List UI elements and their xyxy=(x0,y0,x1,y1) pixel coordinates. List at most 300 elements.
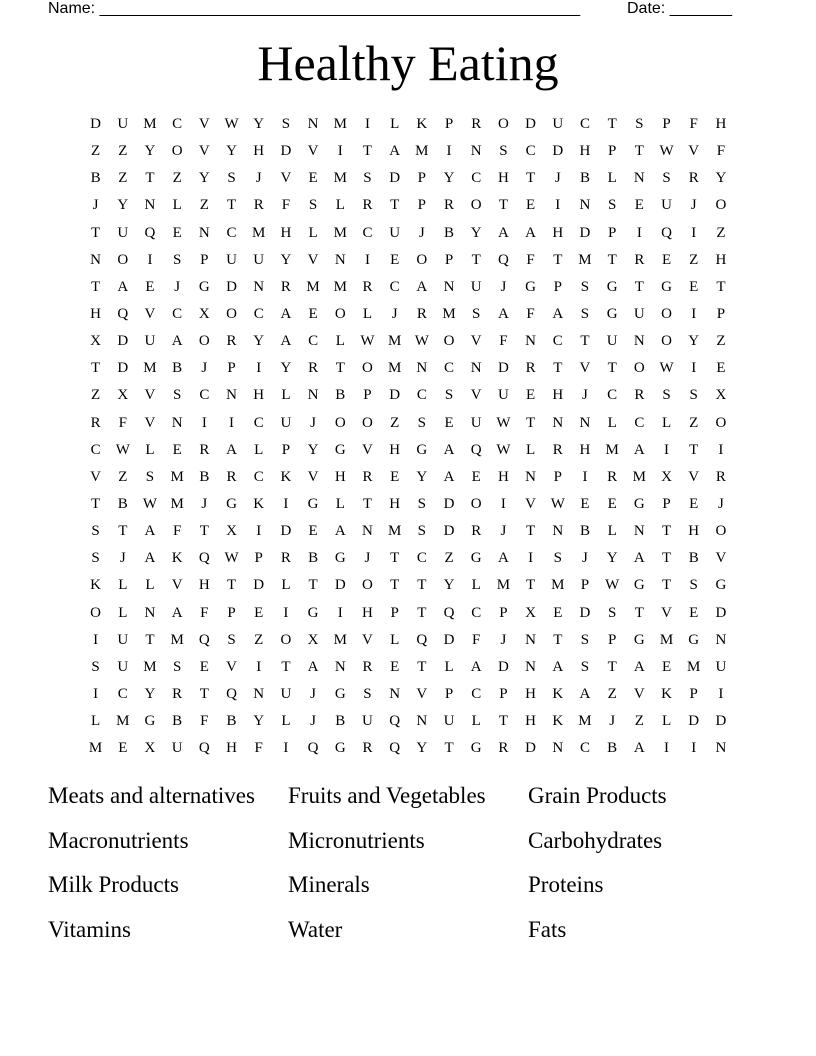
grid-letter[interactable]: U xyxy=(606,333,618,350)
grid-letter[interactable]: S xyxy=(172,658,182,675)
grid-letter[interactable]: T xyxy=(145,170,155,187)
grid-letter[interactable]: X xyxy=(715,387,727,404)
grid-letter[interactable]: E xyxy=(471,468,481,485)
grid-letter[interactable]: T xyxy=(145,631,155,648)
grid-letter[interactable]: S xyxy=(91,523,100,540)
grid-letter[interactable]: T xyxy=(226,197,237,214)
grid-letter[interactable]: T xyxy=(716,278,726,295)
grid-letter[interactable]: G xyxy=(334,441,346,458)
grid-letter[interactable]: K xyxy=(253,496,265,513)
grid-letter[interactable]: I xyxy=(528,550,534,567)
grid-letter[interactable]: J xyxy=(364,550,371,567)
grid-letter[interactable]: E xyxy=(390,251,400,268)
grid-letter[interactable]: J xyxy=(174,278,181,295)
grid-letter[interactable]: Z xyxy=(91,143,101,160)
grid-letter[interactable]: L xyxy=(335,496,345,513)
grid-letter[interactable]: T xyxy=(580,333,590,350)
grid-letter[interactable]: T xyxy=(417,577,427,594)
grid-letter[interactable]: R xyxy=(226,468,237,485)
grid-letter[interactable]: G xyxy=(334,740,346,757)
grid-letter[interactable]: L xyxy=(172,197,182,214)
grid-letter[interactable]: O xyxy=(497,116,509,133)
grid-letter[interactable]: S xyxy=(444,387,454,404)
grid-letter[interactable]: B xyxy=(335,713,346,730)
grid-letter[interactable]: M xyxy=(687,658,701,675)
grid-letter[interactable]: V xyxy=(661,604,672,621)
grid-letter[interactable]: Z xyxy=(91,387,101,404)
grid-letter[interactable]: C xyxy=(579,740,590,757)
grid-letter[interactable]: D xyxy=(389,170,401,187)
grid-letter[interactable]: V xyxy=(579,360,591,377)
grid-letter[interactable]: Y xyxy=(226,143,237,160)
grid-letter[interactable]: W xyxy=(224,116,239,133)
grid-letter[interactable]: Z xyxy=(607,686,617,703)
grid-letter[interactable]: S xyxy=(172,251,182,268)
grid-letter[interactable]: R xyxy=(362,658,373,675)
grid-letter[interactable]: S xyxy=(607,197,617,214)
grid-letter[interactable]: U xyxy=(633,306,645,323)
grid-letter[interactable]: M xyxy=(578,251,592,268)
grid-letter[interactable]: N xyxy=(715,740,727,757)
grid-letter[interactable]: B xyxy=(199,468,210,485)
grid-letter[interactable]: N xyxy=(389,686,401,703)
grid-letter[interactable]: Z xyxy=(118,468,128,485)
grid-letter[interactable]: V xyxy=(362,441,373,458)
grid-letter[interactable]: Y xyxy=(688,333,700,350)
grid-letter[interactable]: K xyxy=(416,116,428,133)
grid-letter[interactable]: A xyxy=(497,224,509,241)
grid-letter[interactable]: A xyxy=(171,604,183,621)
grid-letter[interactable]: C xyxy=(444,360,455,377)
grid-letter[interactable]: B xyxy=(335,387,346,404)
grid-letter[interactable]: C xyxy=(253,414,264,431)
grid-letter[interactable]: W xyxy=(115,441,130,458)
grid-letter[interactable]: L xyxy=(145,441,155,458)
grid-letter[interactable]: A xyxy=(334,523,346,540)
grid-letter[interactable]: M xyxy=(659,631,674,648)
grid-letter[interactable]: U xyxy=(280,414,292,431)
grid-letter[interactable]: G xyxy=(633,496,645,513)
grid-letter[interactable]: E xyxy=(553,604,563,621)
grid-letter[interactable]: T xyxy=(199,686,209,703)
grid-letter[interactable]: W xyxy=(496,441,511,458)
grid-letter[interactable]: H xyxy=(525,686,537,703)
grid-letter[interactable]: P xyxy=(607,631,617,648)
grid-letter[interactable]: J xyxy=(554,170,561,187)
grid-letter[interactable]: S xyxy=(580,278,590,295)
grid-letter[interactable]: D xyxy=(443,523,455,540)
grid-letter[interactable]: I xyxy=(691,740,697,757)
grid-letter[interactable]: Y xyxy=(280,360,292,377)
grid-letter[interactable]: R xyxy=(498,740,509,757)
grid-letter[interactable]: O xyxy=(470,496,482,513)
grid-letter[interactable]: O xyxy=(334,414,346,431)
grid-letter[interactable]: I xyxy=(364,116,370,133)
grid-letter[interactable]: L xyxy=(254,441,264,458)
grid-letter[interactable]: O xyxy=(90,604,102,621)
grid-letter[interactable]: V xyxy=(633,686,645,703)
grid-letter[interactable]: N xyxy=(334,658,346,675)
grid-letter[interactable]: U xyxy=(552,116,564,133)
grid-letter[interactable]: U xyxy=(117,631,129,648)
grid-letter[interactable]: E xyxy=(254,604,264,621)
grid-letter[interactable]: A xyxy=(579,686,591,703)
grid-letter[interactable]: F xyxy=(716,143,726,160)
grid-letter[interactable]: A xyxy=(633,550,645,567)
grid-letter[interactable]: D xyxy=(497,360,509,377)
grid-letter[interactable]: J xyxy=(201,360,208,377)
grid-letter[interactable]: G xyxy=(198,278,210,295)
grid-letter[interactable]: R xyxy=(280,278,291,295)
grid-letter[interactable]: D xyxy=(579,604,591,621)
grid-letter[interactable]: T xyxy=(444,740,454,757)
grid-letter[interactable]: E xyxy=(199,658,209,675)
grid-letter[interactable]: T xyxy=(91,496,101,513)
grid-letter[interactable]: Z xyxy=(689,414,699,431)
grid-letter[interactable]: P xyxy=(417,170,427,187)
grid-letter[interactable]: D xyxy=(226,278,237,295)
grid-letter[interactable]: L xyxy=(390,116,400,133)
grid-letter[interactable]: L xyxy=(526,441,536,458)
grid-letter[interactable]: M xyxy=(333,116,347,133)
grid-letter[interactable]: N xyxy=(552,740,564,757)
grid-letter[interactable]: L xyxy=(335,333,345,350)
grid-letter[interactable]: H xyxy=(552,224,564,241)
grid-letter[interactable]: D xyxy=(688,713,700,730)
grid-letter[interactable]: H xyxy=(715,251,727,268)
grid-letter[interactable]: V xyxy=(525,496,537,513)
grid-letter[interactable]: L xyxy=(281,387,291,404)
grid-letter[interactable]: I xyxy=(256,360,262,377)
grid-letter[interactable]: Z xyxy=(634,713,644,730)
grid-letter[interactable]: R xyxy=(362,468,373,485)
grid-letter[interactable]: I xyxy=(337,604,343,621)
grid-letter[interactable]: Y xyxy=(606,550,618,567)
grid-letter[interactable]: U xyxy=(443,713,455,730)
grid-letter[interactable]: O xyxy=(715,414,727,431)
grid-letter[interactable]: P xyxy=(390,604,399,621)
grid-letter[interactable]: Y xyxy=(253,333,265,350)
grid-letter[interactable]: A xyxy=(389,143,401,160)
grid-letter[interactable]: T xyxy=(526,170,536,187)
grid-letter[interactable]: J xyxy=(418,224,425,241)
grid-letter[interactable]: I xyxy=(500,496,506,513)
grid-letter[interactable]: N xyxy=(362,523,373,540)
grid-letter[interactable]: I xyxy=(555,197,561,214)
grid-letter[interactable]: H xyxy=(497,170,509,187)
grid-letter[interactable]: U xyxy=(117,116,129,133)
grid-letter[interactable]: U xyxy=(715,658,727,675)
grid-letter[interactable]: B xyxy=(308,550,319,567)
grid-letter[interactable]: R xyxy=(634,387,645,404)
grid-letter[interactable]: R xyxy=(471,523,482,540)
grid-letter[interactable]: A xyxy=(633,658,645,675)
grid-letter[interactable]: M xyxy=(387,523,402,540)
grid-letter[interactable]: H xyxy=(198,577,210,594)
grid-letter[interactable]: A xyxy=(525,224,537,241)
grid-letter[interactable]: M xyxy=(143,116,157,133)
grid-letter[interactable]: E xyxy=(526,387,536,404)
grid-letter[interactable]: S xyxy=(607,604,617,621)
grid-letter[interactable]: H xyxy=(253,387,265,404)
grid-letter[interactable]: E xyxy=(145,278,155,295)
grid-letter[interactable]: S xyxy=(580,306,590,323)
grid-letter[interactable]: P xyxy=(227,360,236,377)
grid-letter[interactable]: S xyxy=(172,387,182,404)
grid-letter[interactable]: N xyxy=(443,278,455,295)
grid-letter[interactable]: L xyxy=(444,658,454,675)
grid-letter[interactable]: I xyxy=(283,496,289,513)
grid-letter[interactable]: J xyxy=(690,197,697,214)
grid-letter[interactable]: C xyxy=(552,333,563,350)
grid-letter[interactable]: K xyxy=(661,686,672,703)
grid-letter[interactable]: S xyxy=(91,550,100,567)
grid-letter[interactable]: P xyxy=(662,496,671,513)
grid-letter[interactable]: S xyxy=(363,686,372,703)
grid-letter[interactable]: I xyxy=(283,740,289,757)
grid-letter[interactable]: Z xyxy=(199,197,209,214)
grid-letter[interactable]: Y xyxy=(253,116,265,133)
grid-letter[interactable]: O xyxy=(661,306,672,323)
grid-letter[interactable]: M xyxy=(578,713,592,730)
grid-letter[interactable]: O xyxy=(633,360,645,377)
grid-letter[interactable]: G xyxy=(226,496,237,513)
grid-letter[interactable]: C xyxy=(416,550,427,567)
grid-letter[interactable]: S xyxy=(580,658,590,675)
grid-letter[interactable]: S xyxy=(417,496,427,513)
grid-letter[interactable]: M xyxy=(442,306,456,323)
grid-letter[interactable]: C xyxy=(471,686,482,703)
grid-letter[interactable]: X xyxy=(144,740,156,757)
grid-letter[interactable]: O xyxy=(715,523,727,540)
grid-letter[interactable]: R xyxy=(308,360,319,377)
grid-letter[interactable]: R xyxy=(471,116,482,133)
grid-letter[interactable]: K xyxy=(552,686,564,703)
grid-letter[interactable]: S xyxy=(227,170,236,187)
grid-letter[interactable]: V xyxy=(688,143,700,160)
grid-letter[interactable]: T xyxy=(634,604,644,621)
grid-letter[interactable]: J xyxy=(201,496,208,513)
grid-letter[interactable]: C xyxy=(172,116,183,133)
grid-letter[interactable]: N xyxy=(334,251,346,268)
grid-letter[interactable]: C xyxy=(226,224,237,241)
grid-letter[interactable]: Y xyxy=(280,251,292,268)
grid-letter[interactable]: J xyxy=(500,523,507,540)
grid-letter[interactable]: C xyxy=(607,387,618,404)
grid-letter[interactable]: Z xyxy=(444,550,454,567)
grid-letter[interactable]: Z xyxy=(390,414,400,431)
grid-letter[interactable]: N xyxy=(90,251,102,268)
grid-letter[interactable]: E xyxy=(118,740,128,757)
grid-letter[interactable]: T xyxy=(390,577,400,594)
grid-letter[interactable]: A xyxy=(171,333,183,350)
grid-letter[interactable]: T xyxy=(498,713,508,730)
grid-letter[interactable]: I xyxy=(446,143,452,160)
grid-letter[interactable]: V xyxy=(226,658,237,675)
grid-letter[interactable]: L xyxy=(607,170,617,187)
grid-letter[interactable]: F xyxy=(118,414,127,431)
grid-letter[interactable]: R xyxy=(634,251,645,268)
grid-letter[interactable]: S xyxy=(145,468,155,485)
grid-letter[interactable]: R xyxy=(525,360,536,377)
grid-letter[interactable]: M xyxy=(143,658,157,675)
grid-letter[interactable]: A xyxy=(144,523,156,540)
grid-letter[interactable]: D xyxy=(525,116,537,133)
grid-letter[interactable]: L xyxy=(661,713,672,730)
grid-letter[interactable]: M xyxy=(170,496,184,513)
grid-letter[interactable]: V xyxy=(307,143,319,160)
grid-letter[interactable]: H xyxy=(497,468,509,485)
grid-letter[interactable]: Q xyxy=(198,631,210,648)
grid-letter[interactable]: T xyxy=(118,523,128,540)
grid-letter[interactable]: I xyxy=(691,306,697,323)
grid-letter[interactable]: W xyxy=(659,360,674,377)
grid-letter[interactable]: Z xyxy=(118,170,128,187)
grid-letter[interactable]: L xyxy=(91,713,101,730)
grid-letter[interactable]: O xyxy=(198,333,210,350)
grid-letter[interactable]: I xyxy=(664,441,670,458)
grid-letter[interactable]: J xyxy=(310,414,317,431)
grid-letter[interactable]: V xyxy=(198,143,210,160)
grid-letter[interactable]: H xyxy=(389,496,401,513)
grid-letter[interactable]: S xyxy=(417,523,427,540)
grid-letter[interactable]: D xyxy=(90,116,102,133)
grid-letter[interactable]: T xyxy=(607,360,617,377)
grid-letter[interactable]: T xyxy=(91,278,101,295)
grid-letter[interactable]: T xyxy=(199,523,209,540)
grid-letter[interactable]: P xyxy=(363,387,372,404)
grid-letter[interactable]: T xyxy=(390,197,400,214)
grid-letter[interactable]: O xyxy=(362,414,373,431)
grid-letter[interactable]: C xyxy=(308,333,319,350)
grid-letter[interactable]: I xyxy=(582,468,588,485)
grid-letter[interactable]: T xyxy=(362,496,373,513)
grid-letter[interactable]: V xyxy=(198,116,210,133)
grid-letter[interactable]: J xyxy=(609,713,616,730)
grid-letter[interactable]: E xyxy=(607,496,617,513)
grid-letter[interactable]: F xyxy=(526,306,535,323)
grid-letter[interactable]: J xyxy=(119,550,126,567)
grid-letter[interactable]: T xyxy=(607,658,617,675)
grid-letter[interactable]: P xyxy=(200,251,209,268)
grid-letter[interactable]: G xyxy=(525,278,537,295)
grid-letter[interactable]: D xyxy=(497,658,509,675)
grid-letter[interactable]: I xyxy=(718,441,724,458)
grid-letter[interactable]: T xyxy=(335,360,345,377)
grid-letter[interactable]: H xyxy=(525,713,537,730)
grid-letter[interactable]: N xyxy=(198,224,210,241)
grid-letter[interactable]: Y xyxy=(416,740,428,757)
grid-letter[interactable]: R xyxy=(90,414,101,431)
grid-letter[interactable]: V xyxy=(171,577,183,594)
grid-letter[interactable]: V xyxy=(470,333,482,350)
grid-letter[interactable]: Q xyxy=(389,713,401,730)
grid-letter[interactable]: N xyxy=(633,333,645,350)
grid-letter[interactable]: T xyxy=(634,143,644,160)
grid-letter[interactable]: H xyxy=(552,387,564,404)
grid-letter[interactable]: L xyxy=(145,577,155,594)
grid-letter[interactable]: J xyxy=(582,387,588,404)
grid-letter[interactable]: D xyxy=(389,387,401,404)
grid-letter[interactable]: I xyxy=(283,604,289,621)
grid-letter[interactable]: I xyxy=(229,414,235,431)
grid-letter[interactable]: M xyxy=(116,713,130,730)
grid-letter[interactable]: B xyxy=(444,224,455,241)
grid-letter[interactable]: S xyxy=(227,631,236,648)
grid-letter[interactable]: H xyxy=(389,441,401,458)
grid-letter[interactable]: P xyxy=(662,116,671,133)
grid-letter[interactable]: N xyxy=(633,523,645,540)
grid-letter[interactable]: Q xyxy=(389,740,401,757)
grid-letter[interactable]: J xyxy=(310,686,317,703)
grid-letter[interactable]: V xyxy=(416,686,428,703)
grid-letter[interactable]: T xyxy=(553,360,563,377)
grid-letter[interactable]: X xyxy=(661,468,672,485)
grid-letter[interactable]: C xyxy=(389,278,400,295)
grid-letter[interactable]: P xyxy=(580,577,590,594)
grid-letter[interactable]: T xyxy=(91,360,101,377)
grid-letter[interactable]: A xyxy=(307,658,319,675)
grid-letter[interactable]: M xyxy=(143,360,157,377)
grid-letter[interactable]: X xyxy=(90,333,102,350)
grid-letter[interactable]: T xyxy=(526,414,536,431)
grid-letter[interactable]: A xyxy=(280,306,292,323)
grid-letter[interactable]: N xyxy=(633,170,645,187)
grid-letter[interactable]: G xyxy=(688,631,700,648)
grid-letter[interactable]: V xyxy=(307,468,319,485)
grid-letter[interactable]: T xyxy=(390,550,400,567)
grid-letter[interactable]: B xyxy=(90,170,101,187)
grid-letter[interactable]: H xyxy=(362,604,373,621)
grid-letter[interactable]: N xyxy=(226,387,237,404)
grid-letter[interactable]: I xyxy=(337,143,343,160)
grid-letter[interactable]: D xyxy=(117,333,129,350)
grid-letter[interactable]: A xyxy=(280,333,292,350)
grid-letter[interactable]: T xyxy=(281,658,291,675)
grid-letter[interactable]: Y xyxy=(416,468,428,485)
grid-letter[interactable]: M xyxy=(170,468,184,485)
grid-letter[interactable]: E xyxy=(308,523,318,540)
grid-letter[interactable]: P xyxy=(417,197,427,214)
grid-letter[interactable]: O xyxy=(715,197,727,214)
grid-letter[interactable]: M xyxy=(170,631,184,648)
grid-letter[interactable]: N xyxy=(171,414,183,431)
grid-letter[interactable]: R xyxy=(688,170,699,187)
grid-letter[interactable]: G xyxy=(307,496,319,513)
grid-letter[interactable]: L xyxy=(471,577,481,594)
grid-letter[interactable]: T xyxy=(526,523,536,540)
grid-letter[interactable]: O xyxy=(334,306,346,323)
grid-letter[interactable]: S xyxy=(662,170,671,187)
grid-letter[interactable]: W xyxy=(605,577,620,594)
grid-letter[interactable]: U xyxy=(117,224,129,241)
grid-letter[interactable]: S xyxy=(689,387,698,404)
grid-letter[interactable]: U xyxy=(470,414,482,431)
grid-letter[interactable]: R xyxy=(199,441,210,458)
grid-letter[interactable]: A xyxy=(117,278,129,295)
grid-letter[interactable]: T xyxy=(661,550,672,567)
grid-letter[interactable]: B xyxy=(172,713,183,730)
grid-letter[interactable]: J xyxy=(500,631,507,648)
grid-letter[interactable]: T xyxy=(362,143,373,160)
grid-letter[interactable]: H xyxy=(226,740,237,757)
grid-letter[interactable]: L xyxy=(390,631,400,648)
grid-letter[interactable]: C xyxy=(172,306,183,323)
grid-letter[interactable]: H xyxy=(579,143,591,160)
grid-letter[interactable]: U xyxy=(253,251,265,268)
grid-letter[interactable]: D xyxy=(715,713,727,730)
grid-letter[interactable]: D xyxy=(253,577,265,594)
